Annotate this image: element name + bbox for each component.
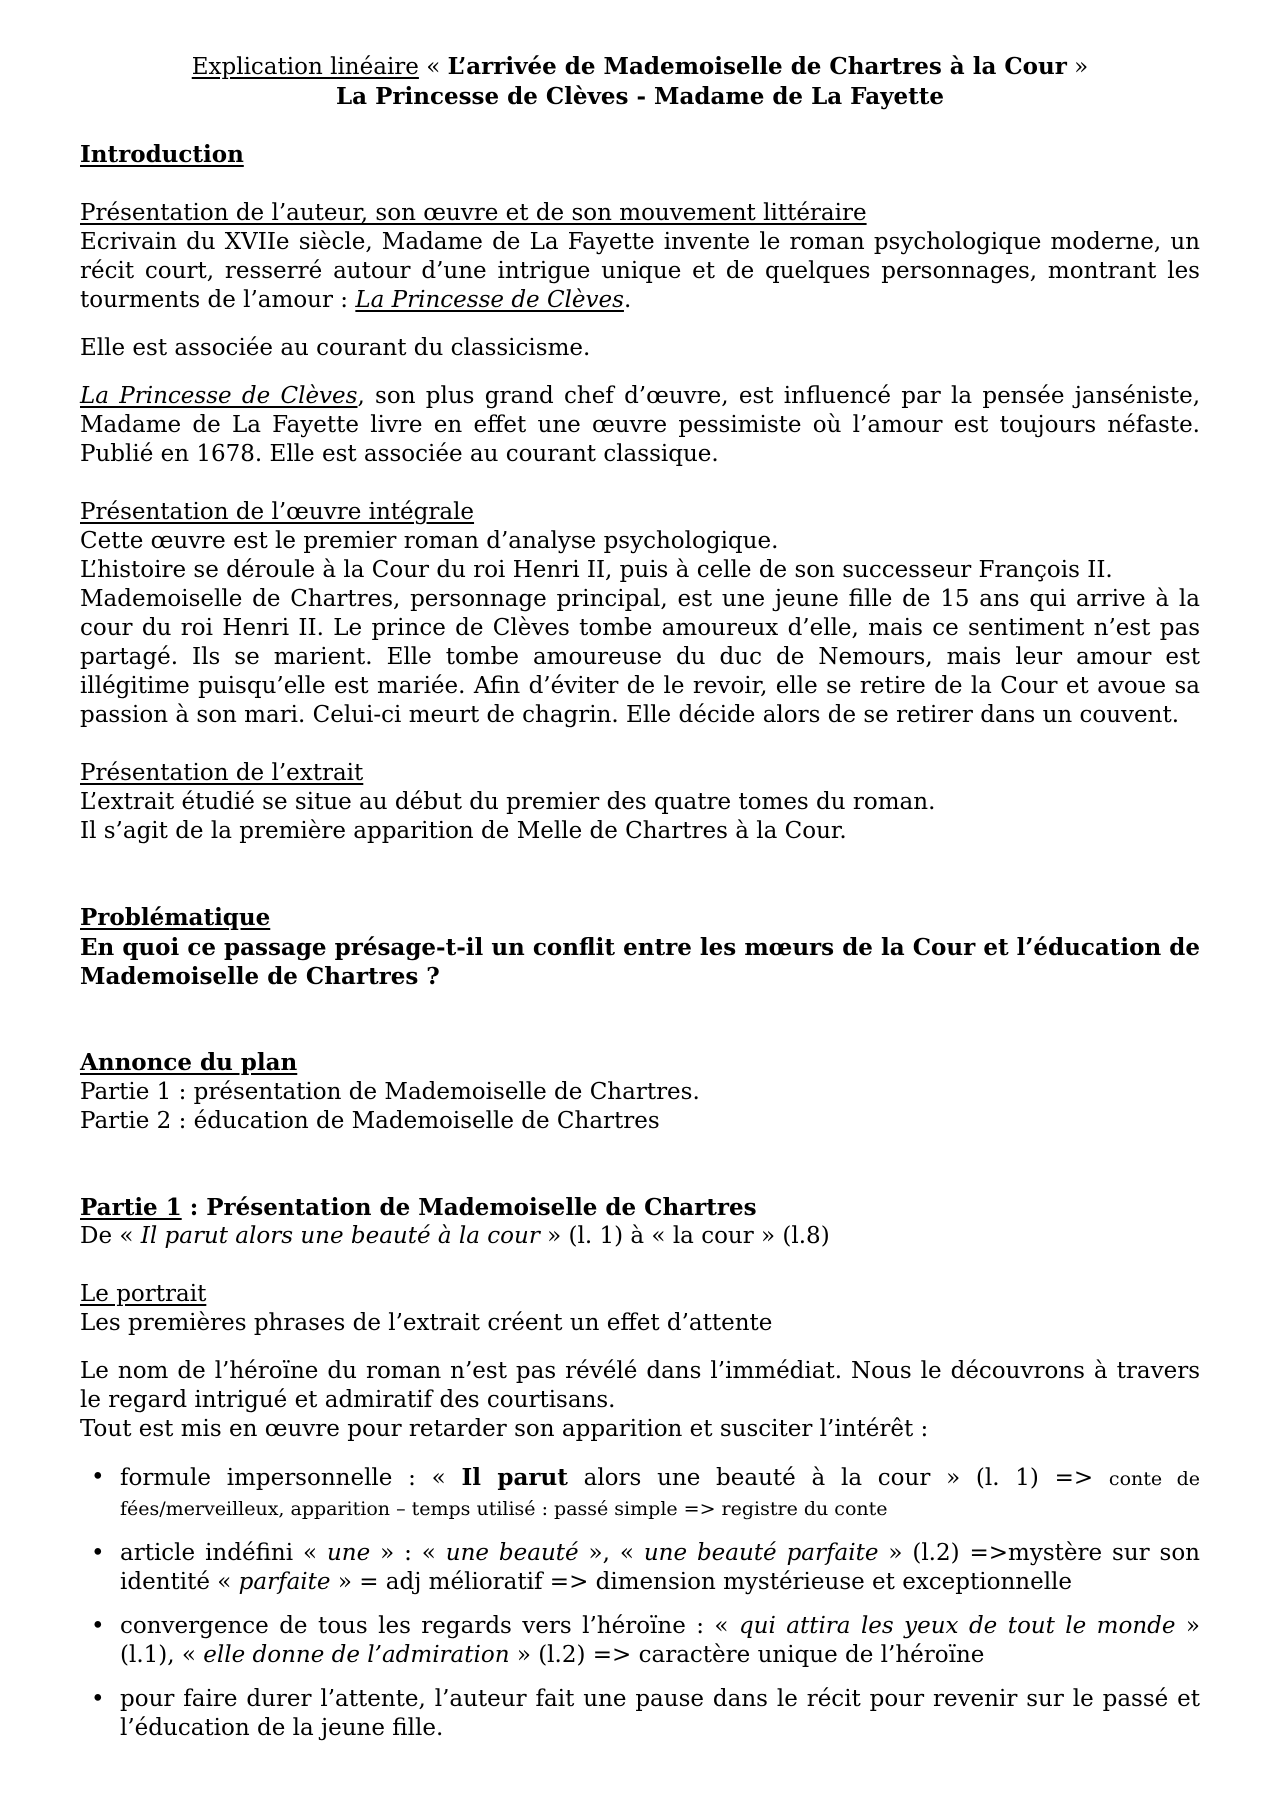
text-run: , son plus grand chef d’œuvre, est influencé par la pensée janséniste, Madame de La Fayette livre en effet une œuvre pessimiste où l’amour est toujours néfaste. Publié en 1678. Elle est associée au courant classique. bbox=[80, 383, 1201, 467]
paragraph-auteur-3 bbox=[80, 382, 1200, 469]
paragraph-extrait-2: Il s’agit de la première apparition de Melle de Chartres à la Cour. bbox=[80, 818, 847, 844]
text-run-small: conte de fées/merveilleux, apparition – temps utilisé : passé simple => registre du conte bbox=[120, 1468, 1201, 1520]
paragraph-oeuvre-3: Mademoiselle de Chartres, personnage principal, est une jeune fille de 15 ans qui arrive à la cour du roi Henri II. Le prince de Clèves tombe amoureux d’elle, mais ce sentiment n’est pas partagé. Ils se marient. Elle tombe amoureuse du duc de Nemours, mais leur amour est illégitime puisqu’elle est mariée. Afin d’éviter de le revoir, elle se retire de la Cour et avoue sa passion à son mari. Celui-ci meurt de chagrin. Elle décide alors de se retirer dans un couvent. bbox=[80, 586, 1200, 728]
section-heading-introduction-text: Introduction bbox=[80, 141, 244, 168]
section-heading-problematique bbox=[80, 903, 1200, 933]
bullet-item-faire-durer-attente bbox=[80, 1685, 1200, 1743]
text-run: formule impersonnelle : « bbox=[120, 1465, 462, 1491]
document-title-line2: La Princesse de Clèves - Madame de La Fayette bbox=[335, 83, 945, 110]
paragraph-portrait-3: Tout est mis en œuvre pour retarder son apparition et susciter l’intérêt : bbox=[80, 1416, 929, 1442]
paragraph-plan-partie2: Partie 2 : éducation de Mademoiselle de Chartres bbox=[80, 1108, 660, 1134]
section-heading-introduction bbox=[80, 140, 1200, 170]
subheading-presentation-extrait bbox=[80, 759, 1200, 788]
text-run: De « bbox=[80, 1223, 141, 1249]
quoted-citation: parfaite bbox=[238, 1569, 331, 1595]
quoted-citation-bold: Il parut bbox=[461, 1464, 568, 1491]
paragraph-auteur-2: Elle est associée au courant du classicisme. bbox=[80, 335, 591, 361]
text-run: alors une beauté à la cour » (l. 1) => bbox=[567, 1465, 1109, 1491]
text-run: » (l. 1) à « la cour » (l.8) bbox=[539, 1223, 830, 1249]
bullet-item-formule-impersonnelle bbox=[80, 1463, 1200, 1524]
book-title-reference: La Princesse de Clèves bbox=[355, 287, 624, 313]
section-heading-partie1-label: Partie 1 bbox=[80, 1194, 182, 1221]
subheading-presentation-oeuvre-text: Présentation de l’œuvre intégrale bbox=[80, 499, 475, 525]
subheading-le-portrait bbox=[80, 1280, 1200, 1309]
section-heading-partie1 bbox=[80, 1193, 1200, 1222]
document-title-line1 bbox=[80, 52, 1200, 82]
text-run: pour faire durer l’attente, l’auteur fait une pause dans le récit pour revenir sur le passé et l’éducation de la jeune fille. bbox=[120, 1686, 1200, 1741]
text-run: article indéfini « bbox=[120, 1540, 327, 1566]
subheading-presentation-auteur-text: Présentation de l’auteur, son œuvre et de son mouvement littéraire bbox=[80, 200, 867, 226]
bullet-text bbox=[120, 1539, 1200, 1597]
text-run: convergence de tous les regards vers l’héroïne : « bbox=[120, 1613, 739, 1639]
text-run: » : « bbox=[370, 1540, 446, 1566]
text-run: . bbox=[623, 287, 632, 313]
quoted-citation: elle donne de l’admiration bbox=[203, 1642, 510, 1668]
bullet-icon: • bbox=[91, 1686, 105, 1712]
section-heading-plan-text: Annonce du plan bbox=[80, 1049, 298, 1076]
paragraph-problematique-question: En quoi ce passage présage-t-il un conflit entre les mœurs de la Cour et l’éducation de Mademoiselle de Chartres ? bbox=[80, 934, 1200, 990]
bullet-list bbox=[80, 1463, 1200, 1743]
paragraph-oeuvre-2: L’histoire se déroule à la Cour du roi Henri II, puis à celle de son successeur François II. bbox=[80, 557, 1113, 583]
paragraph-plan-partie1: Partie 1 : présentation de Mademoiselle de Chartres. bbox=[80, 1079, 700, 1105]
paragraph-auteur-1 bbox=[80, 228, 1200, 315]
title-open-guillemet: « bbox=[418, 54, 448, 80]
quoted-citation: une bbox=[326, 1540, 371, 1566]
bullet-item-article-indefini bbox=[80, 1539, 1200, 1597]
bullet-icon: • bbox=[91, 1464, 105, 1490]
paragraph-portrait-1: Les premières phrases de l’extrait créent un effet d’attente bbox=[80, 1310, 773, 1336]
bullet-text bbox=[120, 1685, 1200, 1743]
section-heading-partie1-rest: : Présentation de Mademoiselle de Chartres bbox=[181, 1194, 757, 1221]
quoted-citation: une beauté bbox=[445, 1540, 579, 1566]
bullet-text bbox=[120, 1612, 1200, 1670]
paragraph-oeuvre-1: Cette œuvre est le premier roman d’analyse psychologique. bbox=[80, 528, 779, 554]
bullet-icon: • bbox=[91, 1613, 105, 1639]
title-quoted-part: L’arrivée de Mademoiselle de Chartres à la Cour bbox=[447, 53, 1067, 80]
quoted-citation: une beauté parfaite bbox=[643, 1540, 879, 1566]
subheading-le-portrait-text: Le portrait bbox=[80, 1281, 207, 1307]
text-run: », « bbox=[578, 1540, 644, 1566]
text-run: » (l.1), « bbox=[120, 1613, 1200, 1668]
subheading-presentation-extrait-text: Présentation de l’extrait bbox=[80, 760, 364, 786]
title-close-guillemet: » bbox=[1066, 54, 1089, 80]
text-run: » (l.2) =>mystère sur son identité « bbox=[120, 1540, 1200, 1595]
paragraph-extrait-1: L’extrait étudié se situe au début du premier des quatre tomes du roman. bbox=[80, 789, 936, 815]
title-underlined-part: Explication linéaire bbox=[191, 54, 419, 80]
bullet-icon: • bbox=[91, 1540, 105, 1566]
text-run: Ecrivain du XVIIe siècle, Madame de La Fayette invente le roman psychologique moderne, un récit court, resserré autour d’une intrigue unique et de quelques personnages, montrant les tourments de l’amour : bbox=[80, 229, 1200, 313]
section-heading-problematique-text: Problématique bbox=[80, 904, 271, 931]
paragraph-portrait-2: Le nom de l’héroïne du roman n’est pas révélé dans l’immédiat. Nous le découvrons à travers le regard intrigué et admiratif des courtisans. bbox=[80, 1358, 1200, 1413]
quoted-citation: qui attira les yeux de tout le monde bbox=[738, 1613, 1176, 1639]
bullet-item-convergence-regards bbox=[80, 1612, 1200, 1670]
bullet-text bbox=[120, 1463, 1200, 1524]
subheading-presentation-auteur bbox=[80, 199, 1200, 228]
text-run: » (l.2) => caractère unique de l’héroïne bbox=[509, 1642, 985, 1668]
book-title-reference: La Princesse de Clèves bbox=[80, 383, 358, 409]
text-run: » = adj mélioratif => dimension mystérieuse et exceptionnelle bbox=[330, 1569, 1073, 1595]
paragraph-partie1-range bbox=[80, 1222, 1200, 1251]
subheading-presentation-oeuvre bbox=[80, 498, 1200, 527]
quoted-citation: Il parut alors une beauté à la cour bbox=[140, 1223, 540, 1249]
section-heading-plan bbox=[80, 1048, 1200, 1078]
